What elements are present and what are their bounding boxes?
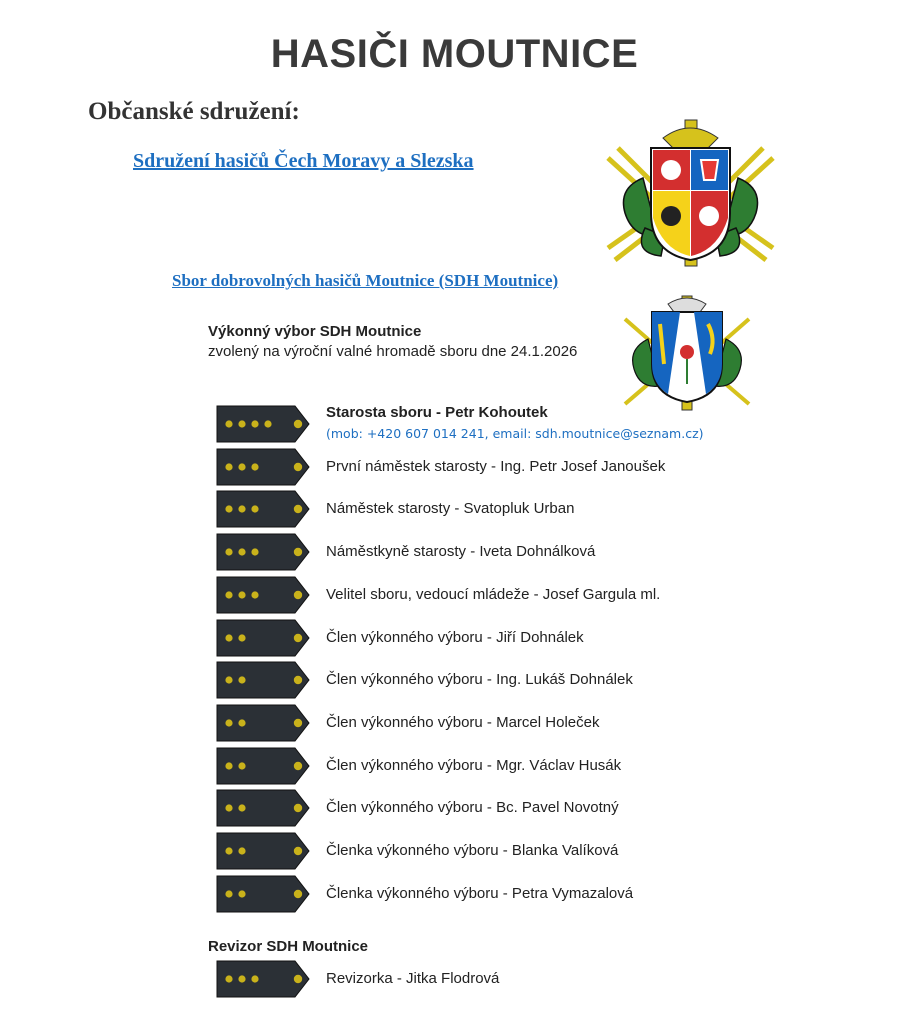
rank-star-icon xyxy=(251,548,258,555)
rank-star-icon xyxy=(225,463,232,470)
rank-star-icon xyxy=(238,634,245,641)
rank-star-icon xyxy=(225,548,232,555)
epaulette-button-icon xyxy=(294,591,302,599)
epaulette-icon xyxy=(215,489,311,529)
rank-star-icon xyxy=(238,847,245,854)
member-row xyxy=(215,447,875,487)
epaulette-button-icon xyxy=(294,548,302,556)
epaulette-icon xyxy=(215,532,311,572)
member-name: Člen výkonného výboru - Bc. Pavel Novotný xyxy=(326,799,619,816)
epaulette-icon xyxy=(215,703,311,743)
epaulette-button-icon xyxy=(294,463,302,471)
epaulette-icon xyxy=(215,788,311,828)
epaulette-icon xyxy=(215,404,311,444)
czech-firefighters-emblem-icon xyxy=(603,118,778,268)
epaulette-icon xyxy=(215,447,311,487)
epaulette-icon xyxy=(215,831,311,871)
member-row xyxy=(215,532,875,572)
rank-star-icon xyxy=(225,420,232,427)
member-row xyxy=(215,660,875,700)
rank-star-icon xyxy=(225,890,232,897)
revizor-title: Revizor SDH Moutnice xyxy=(208,938,369,955)
member-name: Člen výkonného výboru - Mgr. Václav Husák xyxy=(326,757,622,774)
rank-star-icon xyxy=(238,420,245,427)
rank-star-icon xyxy=(238,890,245,897)
epaulette-button-icon xyxy=(294,847,302,855)
org-label: Občanské sdružení: xyxy=(88,98,300,125)
epaulette-icon xyxy=(215,575,311,615)
rank-star-icon xyxy=(251,420,258,427)
epaulette-icon xyxy=(215,746,311,786)
member-name: Náměstek starosty - Svatopluk Urban xyxy=(326,500,575,517)
committee-subtitle: zvolený na výroční valné hromadě sboru dne 24.1.2026 xyxy=(208,343,578,360)
epaulette-button-icon xyxy=(294,634,302,642)
rank-star-icon xyxy=(225,719,232,726)
local-brigade-link[interactable]: Sbor dobrovolných hasičů Moutnice (SDH Moutnice) xyxy=(172,271,559,290)
rank-star-icon xyxy=(238,548,245,555)
epaulette-button-icon xyxy=(294,804,302,812)
member-name: Starosta sboru - Petr Kohoutek xyxy=(326,404,548,421)
member-row xyxy=(215,703,875,743)
member-row xyxy=(215,746,875,786)
epaulette-icon xyxy=(215,660,311,700)
rank-star-icon xyxy=(251,505,258,512)
rank-star-icon xyxy=(238,804,245,811)
member-row xyxy=(215,831,875,871)
rank-star-icon xyxy=(238,975,245,982)
member-name: První náměstek starosty - Ing. Petr Josef Janoušek xyxy=(326,458,666,475)
epaulette-button-icon xyxy=(294,975,302,983)
member-row xyxy=(215,489,875,529)
epaulette-icon xyxy=(215,959,311,999)
member-name: Členka výkonného výboru - Petra Vymazalová xyxy=(326,885,634,902)
member-row xyxy=(215,404,875,444)
rank-star-icon xyxy=(225,804,232,811)
rank-star-icon xyxy=(238,463,245,470)
moutnice-firefighters-emblem-icon xyxy=(620,294,754,412)
epaulette-button-icon xyxy=(294,420,302,428)
member-name: Člen výkonného výboru - Marcel Holeček xyxy=(326,714,600,731)
rank-star-icon xyxy=(251,463,258,470)
member-row xyxy=(215,575,875,615)
national-association-link[interactable]: Sdružení hasičů Čech Moravy a Slezska xyxy=(133,150,474,172)
rank-star-icon xyxy=(238,591,245,598)
rank-star-icon xyxy=(225,975,232,982)
epaulette-button-icon xyxy=(294,505,302,513)
rank-star-icon xyxy=(238,762,245,769)
epaulette-icon xyxy=(215,618,311,658)
revizor-row xyxy=(215,959,875,999)
member-name: Člen výkonného výboru - Jiří Dohnálek xyxy=(326,629,584,646)
member-name: Členka výkonného výboru - Blanka Valíková xyxy=(326,842,619,859)
member-name: Revizorka - Jitka Flodrová xyxy=(326,970,500,987)
rank-star-icon xyxy=(225,591,232,598)
rank-star-icon xyxy=(225,505,232,512)
epaulette-button-icon xyxy=(294,762,302,770)
rank-star-icon xyxy=(238,676,245,683)
rank-star-icon xyxy=(225,676,232,683)
member-name: Velitel sboru, vedoucí mládeže - Josef Gargula ml. xyxy=(326,586,661,603)
committee-title: Výkonný výbor SDH Moutnice xyxy=(208,323,422,340)
epaulette-button-icon xyxy=(294,890,302,898)
rank-star-icon xyxy=(251,975,258,982)
rank-star-icon xyxy=(225,762,232,769)
rank-star-icon xyxy=(264,420,271,427)
rank-star-icon xyxy=(251,591,258,598)
rank-star-icon xyxy=(225,847,232,854)
member-row xyxy=(215,618,875,658)
epaulette-button-icon xyxy=(294,719,302,727)
member-name: Člen výkonného výboru - Ing. Lukáš Dohnálek xyxy=(326,671,633,688)
member-row xyxy=(215,788,875,828)
member-row xyxy=(215,874,875,914)
contact-link[interactable]: (mob: +420 607 014 241, email: sdh.moutnice@seznam.cz) xyxy=(326,426,704,441)
page-title: HASIČI MOUTNICE xyxy=(270,32,639,76)
epaulette-icon xyxy=(215,874,311,914)
rank-star-icon xyxy=(238,719,245,726)
epaulette-button-icon xyxy=(294,676,302,684)
rank-star-icon xyxy=(225,634,232,641)
member-name: Náměstkyně starosty - Iveta Dohnálková xyxy=(326,543,596,560)
rank-star-icon xyxy=(238,505,245,512)
